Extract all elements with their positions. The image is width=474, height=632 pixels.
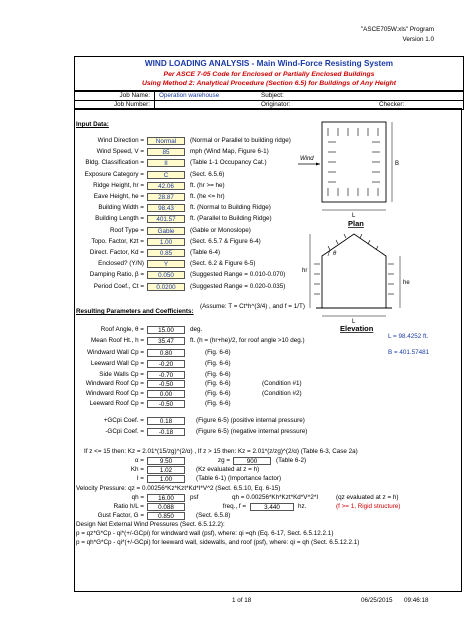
gcpi-pos-note: (Figure 6-5) (positive internal pressure) bbox=[196, 417, 305, 424]
zg-note: (Table 6-2) bbox=[276, 457, 307, 464]
input-value[interactable]: C bbox=[147, 171, 185, 179]
assume-note: (Assume: T = Ct*h^(3/4) , and f = 1/T) bbox=[200, 303, 305, 310]
kh-value: 1.02 bbox=[147, 466, 185, 474]
input-note: mph (Wind Map, Figure 6-1) bbox=[190, 148, 269, 156]
plan-l-label: L bbox=[352, 213, 356, 219]
input-note: (Sect. 6.2 & Figure 6-5) bbox=[190, 260, 256, 268]
result-value: 15.00 bbox=[147, 326, 185, 334]
result-value: -0.70 bbox=[147, 371, 185, 379]
input-value[interactable]: 1.00 bbox=[147, 238, 185, 246]
ratio-value: 0.088 bbox=[147, 503, 185, 511]
input-note: ft. (he <= hr) bbox=[190, 193, 225, 200]
gust-label: Gust Factor, G = bbox=[97, 512, 144, 519]
elevation-diagram bbox=[288, 228, 460, 348]
input-value[interactable]: Y bbox=[147, 260, 185, 268]
zg-value: 900 bbox=[233, 457, 271, 465]
input-value[interactable]: Gable bbox=[147, 227, 185, 235]
input-note: (Table 1-1 Occupancy Cat.) bbox=[190, 159, 267, 167]
kh-label: Kh = bbox=[130, 466, 144, 473]
program-version: Version 1.0 bbox=[402, 36, 434, 43]
input-label: Topo. Factor, Kzt = bbox=[91, 237, 144, 245]
elevation-pressure-arrows bbox=[314, 234, 394, 294]
result-label: Windward Roof Cp = bbox=[85, 380, 144, 387]
elevation-l-label: L bbox=[352, 319, 356, 325]
page-number: 1 of 18 bbox=[232, 597, 252, 604]
input-value[interactable]: II bbox=[147, 159, 185, 167]
he-label: he bbox=[403, 280, 410, 286]
input-value[interactable]: 0.85 bbox=[147, 249, 185, 257]
alpha-value: 9.50 bbox=[147, 457, 185, 465]
theta-label: θ bbox=[333, 251, 337, 257]
qh-note: qh = 0.00256*Kh*Kzt*Kd*V^2*I bbox=[232, 494, 319, 501]
result-label: Mean Roof Ht., h = bbox=[90, 337, 144, 344]
print-date: 06/25/2015 bbox=[361, 597, 393, 604]
design-heading: Design Net External Wind Pressures (Sect. 6.5.12.2): bbox=[76, 521, 225, 528]
alpha-label: α = bbox=[134, 457, 144, 464]
result-note: (Fig. 6-6) bbox=[205, 380, 231, 387]
input-label: Building Length = bbox=[95, 215, 144, 223]
importance-note: (Table 6-1) (Importance factor) bbox=[196, 475, 282, 482]
job-info-table bbox=[74, 90, 464, 110]
result-label: Windward Wall Cp = bbox=[87, 349, 144, 356]
result-note: (Fig. 6-6) bbox=[205, 390, 231, 397]
input-label: Wind Speed, V = bbox=[96, 148, 144, 156]
plan-pressure-arrows bbox=[328, 128, 380, 196]
qh-note-2: (qz evaluated at z = h) bbox=[336, 494, 399, 501]
sheet-title: WIND LOADING ANALYSIS - Main Wind-Force Resisting System bbox=[144, 59, 394, 68]
sheet-subtitle-1: Per ASCE 7-05 Code for Enclosed or Partially Enclosed Buildings bbox=[163, 71, 375, 78]
job-name-value[interactable]: Operation warehouse bbox=[159, 91, 220, 99]
velocity-pressure-formula: Velocity Pressure: qz = 0.00256*Kz*Kzt*Kd*I*V^2 (Sect. 6.5.10, Eq. 6-15) bbox=[76, 485, 281, 492]
rigid-note: (f >= 1, Rigid structure) bbox=[336, 503, 401, 510]
design-leeward: p = qh*G*Cp - qi*(+/-GCpi) for leeward wall, sidewalls, and roof (psf), where: qi = qh (Sect. 6.5.12.2.1) bbox=[76, 539, 360, 546]
gust-note: (Sect. 6.5.8) bbox=[196, 512, 231, 519]
result-note: ft. (h = (hr+he)/2, for roof angle >10 deg.) bbox=[190, 337, 305, 344]
input-note: (Sect. 6.5.7 & Figure 6-4) bbox=[190, 237, 261, 245]
input-value[interactable]: 42.06 bbox=[147, 182, 185, 190]
input-note: (Table 6-4) bbox=[190, 249, 221, 256]
importance-value: 1.00 bbox=[147, 475, 185, 483]
sheet-subtitle-2: Using Method 2: Analytical Procedure (Section 6.5) for Buildings of Any Height bbox=[141, 80, 397, 87]
design-windward: p = qz*G*Cp - qi*(+/-GCpi) for windward wall (psf), where: qi =qh (Eq. 6-17, Sect. 6.5.12.2.1) bbox=[76, 530, 334, 537]
plan-title: Plan bbox=[348, 219, 364, 228]
plan-b-label: B bbox=[395, 161, 400, 167]
header-box bbox=[74, 56, 464, 92]
gcpi-pos-value: 0.18 bbox=[147, 417, 185, 425]
result-label: Side Walls Cp = bbox=[99, 371, 144, 378]
result-condition: (Condition #1) bbox=[262, 380, 302, 387]
result-note: (Fig. 6-6) bbox=[205, 349, 231, 356]
job-name-label: Job Name: bbox=[119, 91, 150, 99]
gcpi-pos-label: +GCpi Coef. = bbox=[103, 417, 144, 424]
input-label: Building Width = bbox=[98, 204, 144, 212]
gcpi-neg-label: -GCpi Coef. = bbox=[105, 428, 144, 435]
input-label: Wind Direction = bbox=[97, 137, 144, 144]
input-value[interactable]: 0.050 bbox=[147, 271, 185, 279]
input-label: Roof Type = bbox=[109, 226, 144, 234]
result-value: -0.50 bbox=[147, 400, 185, 408]
importance-label: I = bbox=[136, 475, 144, 482]
b-value: B = 401.57481 bbox=[388, 349, 430, 356]
result-label: Roof Angle, θ = bbox=[100, 326, 144, 333]
input-label: Period Coef., Ct = bbox=[93, 282, 144, 290]
input-note: (Normal or Parallel to building ridge) bbox=[190, 137, 291, 144]
gcpi-neg-note: (Figure 6-5) (negative internal pressure) bbox=[196, 428, 308, 435]
input-value[interactable]: 401.57 bbox=[147, 215, 185, 223]
input-value[interactable]: 28.87 bbox=[147, 193, 185, 201]
elevation-title: Elevation bbox=[340, 324, 374, 333]
result-label: Leeward Roof Cp = bbox=[89, 400, 144, 407]
input-label: Ridge Height, hr = bbox=[93, 181, 144, 189]
freq-unit: hz. bbox=[298, 503, 307, 510]
kh-note: (Kz evaluated at z = h) bbox=[196, 466, 260, 473]
freq-value: 3.440 bbox=[250, 503, 294, 511]
input-value[interactable]: 0.0200 bbox=[147, 283, 185, 291]
gust-value: 0.850 bbox=[147, 512, 185, 520]
input-label: Exposure Category = bbox=[84, 170, 144, 178]
freq-label: freq., f = bbox=[222, 503, 246, 510]
input-label: Damping Ratio, β = bbox=[89, 271, 144, 279]
ratio-label: Ratio h/L = bbox=[113, 503, 144, 510]
input-note: ft. (Parallel to Building Ridge) bbox=[190, 215, 272, 223]
result-note: deg. bbox=[190, 326, 203, 333]
results-heading: Resulting Parameters and Coefficients: bbox=[76, 308, 194, 315]
qh-value: 16.00 bbox=[147, 494, 185, 502]
input-heading: Input Data: bbox=[76, 121, 109, 128]
result-note: (Fig. 6-6) bbox=[205, 371, 231, 378]
plan-wind-label: Wind bbox=[300, 156, 314, 162]
zg-label: zg = bbox=[217, 457, 230, 464]
result-condition: (Condition #2) bbox=[262, 390, 302, 397]
result-value: 0.80 bbox=[147, 349, 185, 357]
input-value[interactable]: 98.43 bbox=[147, 204, 185, 212]
input-label: Eave Height, he = bbox=[93, 193, 144, 200]
input-value[interactable]: Normal bbox=[147, 137, 185, 145]
kz-formula: If z <= 15 then: Kz = 2.01*(15/zg)^(2/α) , If z > 15 then: Kz = 2.01*(z/zg)^(2/α) (Table 6-3, Case 2a) bbox=[84, 448, 358, 455]
result-note: (Fig. 6-6) bbox=[205, 360, 231, 367]
print-time: 09:46:18 bbox=[404, 597, 429, 604]
subject-label: Subject: bbox=[261, 91, 284, 99]
input-note: ft. (hr >= he) bbox=[190, 181, 225, 189]
qh-label: qh = bbox=[131, 494, 144, 501]
input-note: (Sect. 6.5.6) bbox=[190, 170, 225, 178]
checker-label: Checker: bbox=[379, 100, 405, 108]
result-note: (Fig. 6-6) bbox=[205, 400, 231, 407]
result-value: 0.00 bbox=[147, 390, 185, 398]
result-value: -0.50 bbox=[147, 380, 185, 388]
gcpi-neg-value: -0.18 bbox=[147, 428, 185, 436]
hr-label: hr bbox=[302, 268, 308, 274]
input-value[interactable]: 85 bbox=[147, 148, 185, 156]
result-label: Windward Roof Cp = bbox=[85, 390, 144, 397]
input-note: ft. (Normal to Building Ridge) bbox=[190, 204, 271, 212]
result-label: Leeward Wall Cp = bbox=[90, 360, 144, 367]
qh-unit: psf bbox=[190, 494, 199, 501]
program-name: "ASCE705W.xls" Program bbox=[360, 26, 434, 33]
input-label: Bldg. Classification = bbox=[85, 159, 144, 167]
input-note: (Gable or Monoslope) bbox=[190, 226, 251, 234]
originator-label: Originator: bbox=[261, 100, 291, 108]
elevation-outline bbox=[322, 234, 386, 308]
result-value: 35.47 bbox=[147, 337, 185, 345]
input-note: (Suggested Range = 0.010-0.070) bbox=[190, 271, 286, 279]
input-note: (Suggested Range = 0.020-0.035) bbox=[190, 282, 286, 290]
job-number-label: Job Number: bbox=[113, 100, 150, 108]
result-value: -0.20 bbox=[147, 360, 185, 368]
input-label: Direct. Factor, Kd = bbox=[89, 249, 144, 256]
l-value: L = 98.4252 ft. bbox=[388, 333, 429, 340]
input-label: Enclosed? (Y/N) bbox=[98, 260, 144, 268]
